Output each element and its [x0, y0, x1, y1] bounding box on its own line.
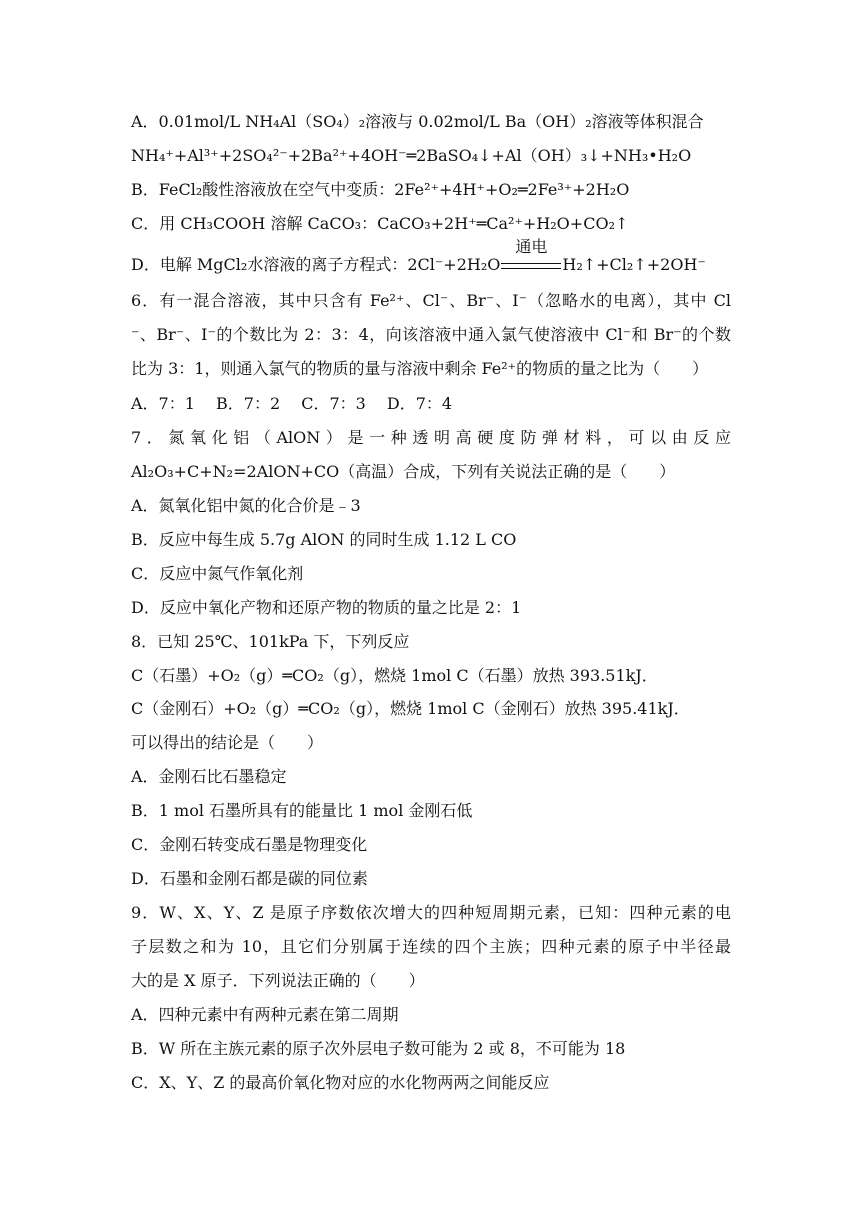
q5-option-d — [131, 237, 731, 275]
q7-stem-line2: Al₂O₃+C+N₂=2AlON+CO（高温）合成，下列有关说法正确的是（ ） — [131, 462, 676, 481]
q7-option-a: A．氮氧化铝中氮的化合价是﹣3 — [131, 496, 361, 515]
q9-option-a: A．四种元素中有两种元素在第二周期 — [131, 1005, 399, 1024]
q9-stem-line3: 大的是 X 原子．下列说法正确的（ ） — [131, 971, 425, 990]
q5-option-d-right: H₂↑+Cl₂↑+2OH⁻ — [562, 255, 706, 274]
q8-option-a: A．金刚石比石墨稳定 — [131, 767, 287, 786]
q6-stem-line1: 6．有一混合溶液，其中只含有 Fe²⁺、Cl⁻、Br⁻、I⁻（忽略水的电离），其中 Cl — [131, 291, 731, 310]
q8-option-b: B．1 mol 石墨所具有的能量比 1 mol 金刚石低 — [131, 801, 473, 820]
q5-option-a-line1: A．0.01mol/L NH₄Al（SO₄）₂溶液与 0.02mol/L Ba（OH）₂溶液等体积混合 — [131, 112, 704, 131]
q6-stem-line3: 比为 3：1，则通入氯气的物质的量与溶液中剩余 Fe²⁺的物质的量之比为（ ） — [131, 359, 709, 378]
q9-stem-line2: 子层数之和为 10，且它们分别属于连续的四个主族；四种元素的原子中半径最 — [131, 937, 731, 956]
q8-option-c: C．金刚石转变成石墨是物理变化 — [131, 835, 368, 854]
q5-option-b: B．FeCl₂酸性溶液放在空气中变质：2Fe²⁺+4H⁺+O₂═2Fe³⁺+2H₂O — [131, 180, 630, 199]
q8-stem-line3: C（金刚石）+O₂（g）═CO₂（g），燃烧 1mol C（金刚石）放热 395.41kJ． — [131, 699, 690, 718]
electrolysis-arrow — [500, 237, 562, 275]
q7-option-d: D．反应中氧化产物和还原产物的物质的量之比是 2：1 — [131, 598, 522, 617]
q5-option-d-left: D．电解 MgCl₂水溶液的离子方程式：2Cl⁻+2H₂O — [131, 255, 501, 274]
q7-option-c: C．反应中氮气作氧化剂 — [131, 564, 304, 583]
q7-stem-line1: 7．氮氧化铝（AlON）是一种透明高硬度防弹材料，可以由反应 — [131, 428, 731, 447]
electrolysis-condition: 通电 — [515, 237, 548, 256]
q9-option-b: B．W 所在主族元素的原子次外层电子数可能为 2 或 8，不可能为 18 — [131, 1039, 626, 1058]
q8-stem-line1: 8．已知 25℃、101kPa 下，下列反应 — [131, 632, 410, 651]
q8-option-d: D．石墨和金刚石都是碳的同位素 — [131, 869, 368, 888]
q8-stem-line4: 可以得出的结论是（ ） — [131, 733, 324, 752]
q7-option-b: B．反应中每生成 5.7g AlON 的同时生成 1.12 L CO — [131, 530, 517, 549]
q5-option-c: C．用 CH₃COOH 溶解 CaCO₃：CaCO₃+2H⁺═Ca²⁺+H₂O+CO₂↑ — [131, 214, 629, 233]
q6-stem-line2: ⁻、Br⁻、I⁻的个数比为 2：3：4，向该溶液中通入氯气使溶液中 Cl⁻和 Br⁻的个数 — [131, 325, 731, 344]
q6-options: A．7：1 B．7：2 C．7：3 D．7：4 — [131, 394, 453, 413]
q9-option-c: C．X、Y、Z 的最高价氧化物对应的水化物两两之间能反应 — [131, 1073, 550, 1092]
q5-option-a-line2: NH₄⁺+Al³⁺+2SO₄²⁻+2Ba²⁺+4OH⁻═2BaSO₄↓+Al（OH）₃↓+NH₃•H₂O — [131, 146, 692, 165]
q9-stem-line1: 9．W、X、Y、Z 是原子序数依次增大的四种短周期元素，已知：四种元素的电 — [131, 903, 731, 922]
q8-stem-line2: C（石墨）+O₂（g）═CO₂（g），燃烧 1mol C（石墨）放热 393.51kJ． — [131, 666, 658, 685]
